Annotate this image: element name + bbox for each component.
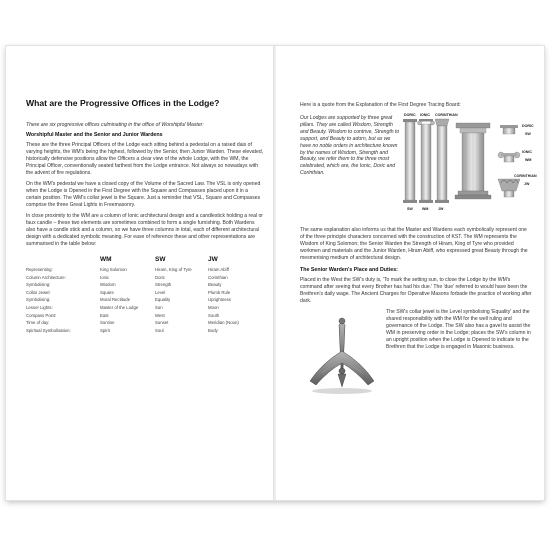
capitals-column-icon <box>455 123 491 199</box>
table-row <box>26 304 256 312</box>
left-page-content <box>26 98 264 334</box>
cell-sw: Doric <box>155 274 166 280</box>
cell-sw: West <box>155 312 165 318</box>
table-row <box>26 266 256 274</box>
doric-column-icon <box>403 119 417 203</box>
cell-jw: South <box>208 312 220 318</box>
paragraph: On the WM's pedestal we have a closed copy of the Volume of the Sacred Law. The VSL is only opened when the Lodge is Opened in the First Degree with the Square and Compasses placed upon it in a certain position. The WM's collar jewel is the Square. Just a reminder that VSL, Square and Compasses comprise the three Great Lights in Freemasonry. <box>26 181 261 208</box>
cell-jw: Corinthian <box>208 274 228 280</box>
cell-jw: Plumb Rule <box>208 289 231 295</box>
cell-wm: Spirit <box>100 327 110 333</box>
table-row <box>26 312 256 320</box>
section-heading-principal-officers: Worshipful Master and the Senior and Junior Wardens <box>26 132 163 138</box>
page-title: What are the Progressive Offices in the Lodge? <box>26 98 220 108</box>
cell-wm: Master of the Lodge <box>100 304 139 310</box>
row-label: Representing: <box>26 267 53 272</box>
paragraph: These are the three Principal Officers of the Lodge each sitting behind a pedestal on a raised dais of varying heights, the WM's being the highest, followed by the Senior, then Junior Warden. These elevated, historically defensive positions allow the Officers a clear view of the whole Lodge, with the WM, the Principal Officer, conventionally seated farthest from the Lodge entrance. Not always so nowadays with the advent of fire regulations. <box>26 142 264 176</box>
table-header <box>26 256 100 266</box>
table-row <box>26 274 256 282</box>
book-spread <box>6 46 544 500</box>
cell-jw: Uprightness <box>208 297 231 303</box>
left-page <box>6 46 274 500</box>
label-wm-base: WM <box>422 207 429 211</box>
table-row <box>26 289 256 297</box>
section-heading-senior-warden: The Senior Warden's Place and Duties: <box>300 267 398 273</box>
label-sw-base: SW <box>407 207 413 211</box>
row-label: Time of day: <box>26 320 50 326</box>
table-row <box>26 327 256 335</box>
label-ionic-top: IONIC <box>420 113 430 117</box>
cell-jw: Meridian (Noon) <box>208 320 239 326</box>
columns-illustration <box>400 111 537 223</box>
right-page <box>276 46 544 500</box>
cell-sw: Sun <box>155 304 163 310</box>
right-page-content <box>300 102 537 429</box>
cell-sw: Strength <box>155 282 172 288</box>
jewel-block <box>300 309 532 429</box>
row-label: Symbolising: <box>26 297 51 303</box>
cell-sw: Hiram, King of Tyre <box>155 267 192 272</box>
row-label: Collar Jewel: <box>26 289 51 295</box>
cell-jw: Hiram Abiff <box>208 267 229 272</box>
row-label: Compass Point: <box>26 312 57 318</box>
quote-block <box>300 113 537 223</box>
row-label: Column Architecture: <box>26 274 66 280</box>
cell-wm: East <box>100 312 109 318</box>
label-doric-side: DORIC <box>522 124 534 128</box>
label-jw-base: JW <box>438 207 444 211</box>
table-header-sw: SW <box>155 256 166 263</box>
intro-text: There are six progressive offices culminating in the office of Worshipful Master: <box>26 122 204 128</box>
cell-jw: Beauty <box>208 282 222 288</box>
cell-wm: Wisdom <box>100 282 116 288</box>
ionic-column-icon <box>418 119 435 203</box>
cell-sw: Level <box>155 289 166 295</box>
cell-wm: Ionic <box>100 274 110 280</box>
cell-sw: Soul <box>155 327 164 333</box>
label-doric-top: DORIC <box>404 113 416 117</box>
level-jewel-icon <box>302 313 382 403</box>
paragraph: In close proximity to the WM are a column of Ionic architectural design and a candlestick holding a real or faux candle – these two elements are sometimes combined to form a single furnishing. Both Wardens also have a candle stick and a column, so we have three columns in total, each of different architectural design with a dedicated symbolic meaning. For ease of reference these and other representations are summarised in the table below: <box>26 213 263 247</box>
cell-sw: Sunset <box>155 320 169 326</box>
cell-wm: Sunrise <box>100 320 115 326</box>
label-ionic-side: IONIC <box>522 150 532 154</box>
cell-jw: Body <box>208 327 218 333</box>
label-corinthian-side: CORINTHIAN <box>514 174 537 178</box>
table-row <box>26 281 256 289</box>
row-label: Lesser Lights: <box>26 304 53 310</box>
table-header-jw: JW <box>208 256 218 263</box>
table-row <box>26 319 256 327</box>
table-header-wm: WM <box>100 256 112 263</box>
cell-jw: Moon <box>208 304 219 310</box>
label-jw-side: JW <box>524 182 530 186</box>
cell-wm: Square <box>100 289 114 295</box>
cell-wm: King Solomon <box>100 267 127 272</box>
quote-intro: Here is a quote from the Explanation of the First Degree Tracing Board: <box>300 102 461 108</box>
table-row <box>26 296 256 304</box>
cell-wm: Moral Rectitude <box>100 297 131 303</box>
row-label: Spiritual Symbolisation: <box>26 327 71 333</box>
capital-details-icon <box>498 125 520 197</box>
jewel-paragraph: The SW's collar jewel is the Level symbolising 'Equality' and the shared responsibility with the WM for the well ruling and governance of the Lodge. The SW also has a gavel to assist the WM in preserving order in the Lodge; places the SW's column in an upright position when the Lodge is Opened to indicate to the Brethren that the Lodge is engaged in Masonic business. <box>386 309 531 350</box>
corinthian-column-icon <box>435 119 449 203</box>
table-header-row <box>26 256 256 266</box>
cell-sw: Equality <box>155 297 171 303</box>
label-corinthian-top: CORINTHIAN <box>435 113 458 117</box>
tracing-board-quote: Our Lodges are supported by three great pillars. They are called Wisdom, Strength and Beauty. Wisdom to contrive, Strength to support, and Beauty to adorn, but as we have no noble orders in architecture known by the names of Wisdom, Strength and Beauty, we refer them to the three most celebrated, which are, the Ionic, Doric and Corinthian. <box>300 115 400 177</box>
row-label: Symbolising: <box>26 282 51 288</box>
paragraph: Placed in the West the SW's duty is, 'To mark the setting sun, to close the Lodge by the WM's command after seeing that every Brother has had his due.' The 'due' referred to would have been the Brethren's daily wage. The Ancient Charges for Operative Masons forbade the practice of working after dark. <box>300 277 532 304</box>
label-wm-side: WM <box>525 158 532 162</box>
label-sw-side: SW <box>525 132 531 136</box>
paragraph: The same explanation also informs us that the Master and Wardens each symbolically represent one of the three principle characters concerned with the construction of KST. The WM represents the Wisdom of King Solomon; the Senior Warden the Strength of Hiram, King of Tyre who provided workmen and materials and the Junior Warden, Hiram Abiff, who expressed great Beauty through the mesmerising medium of architectural design. <box>300 227 528 261</box>
offices-table <box>26 256 256 334</box>
